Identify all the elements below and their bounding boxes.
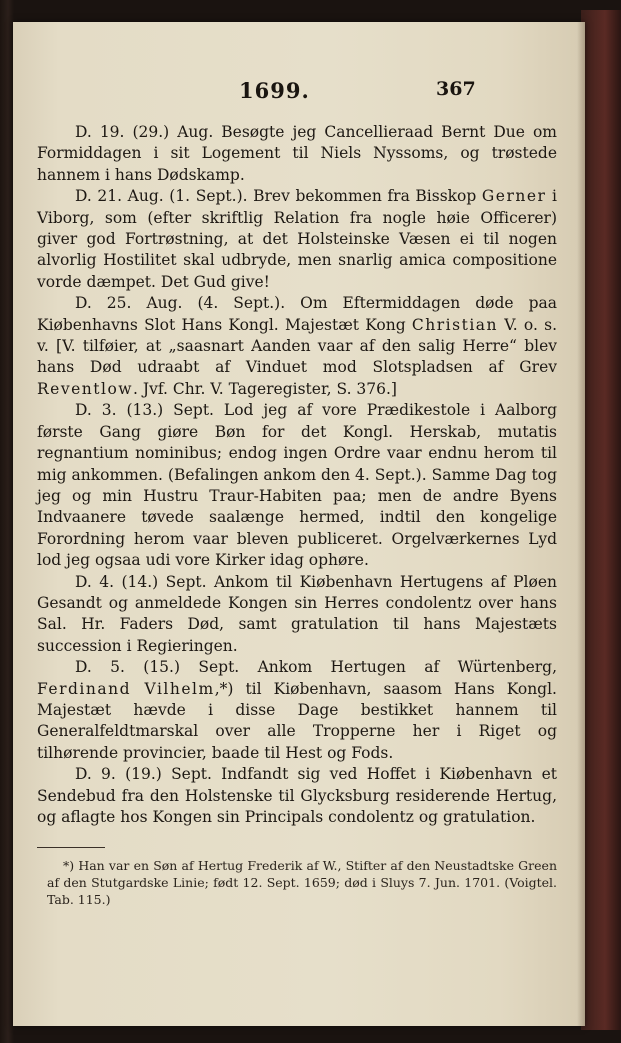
entry-text: ,*) til Kiøbenhavn, saasom Hans Kongl. Majestæt hævde i disse Dage bestikket hannem til Generalfeldtmarskal over alle Tropperne her i Riget og tilhørende provincier, baade til Hest og Fods. [37,679,557,762]
running-head-year: 1699. [239,78,310,103]
entry-text: D. 9. (19.) Sept. Indfandt sig ved Hoffet i Kiøbenhavn et Sendebud fra den Holstenske til Glycksburg residerende Hertug, og aflagte hos Kongen sin Principals condolentz og gratulation. [37,765,557,826]
entry-text: D. 4. (14.) Sept. Ankom til Kiøbenhavn Hertugens af Pløen Gesandt og anmeldede Kongen sin Herres condolentz over hans Sal. Hr. Faders Død, samt gratulation til hans Majestæts succession i Regieringen. [37,572,557,655]
entry-text: V. o. s. v. [V. tilføier, at „saasnart Aanden vaar af den salig Herre“ blev hans Død udraabt af Vinduet mod Slotspladsen af Grev [37,315,558,377]
book-cover-edge [581,10,621,1030]
entry-text: D. 19. (29.) Aug. Besøgte jeg Cancellieraad Bernt Due om Formiddagen i sit Logement til Niels Nyssoms, og trøstede hannem i hans Dødskamp. [37,123,557,184]
entry-paragraph [37,572,557,658]
page-number: 367 [436,78,476,100]
spaced-name: Ferdinand Vilhelm [37,679,215,698]
page-body [37,122,557,828]
entry-paragraph [37,764,557,828]
entry-text: . Jvf. Chr. V. Tageregister, S. 376.] [133,379,397,398]
page-edge-shadow [577,22,585,1026]
entry-paragraph [37,293,557,400]
entry-text: D. 21. Aug. (1. Sept.). Brev bekommen fra Bisskop [75,187,482,206]
entry-text: D. 25. Aug. (4. Sept.). Om Eftermiddagen døde paa Kiøbenhavns Slot Hans Kongl. Majestæt Kong [37,294,557,334]
page-header [13,78,585,108]
entry-paragraph [37,186,557,293]
entry-text: i Viborg, som (efter skriftlig Relation fra nogle høie Officerer) giver god Fortrøstning, at det Holsteinske Væsen ei til nogen alvorlig Hostilitet skal udbryde, men snarlig amica compositione vorde dæmpet. Det Gud give! [37,187,558,291]
entry-paragraph [37,122,557,186]
spaced-name: Reventlow [37,379,134,398]
footnote: *) Han var en Søn af Hertug Frederik af W., Stifter af den Neustadtske Green af den Stutgardske Linie; født 12. Sept. 1659; død i Sluys 7. Jun. 1701. (Voigtel. Tab. 115.) [47,858,557,907]
entry-paragraph [37,657,557,764]
book-page [13,22,585,1026]
entry-paragraph [37,400,557,571]
spaced-name: Gerner [481,187,547,206]
entry-text: D. 3. (13.) Sept. Lod jeg af vore Prædikestole i Aalborg første Gang giøre Bøn for det Kongl. Herskab, mutatis regnantium nominibus; endog ingen Ordre vaar endnu herom til mig ankommen. (Befalingen ankom den 4. Sept.). Samme Dag tog jeg og min Hustru Traur-Habiten paa; men de andre Byens Indvaanere tøvede saalænge hermed, indtil den kongelige Forordning herom vaar bleven publiceret. Orgelværkernes Lyd lod jeg ogsaa udi vore Kirker idag ophøre. [37,401,557,570]
footnote-rule [37,847,105,848]
spaced-name: Christian [411,315,498,334]
entry-text: D. 5. (15.) Sept. Ankom Hertugen af Würtenberg, [75,658,557,677]
